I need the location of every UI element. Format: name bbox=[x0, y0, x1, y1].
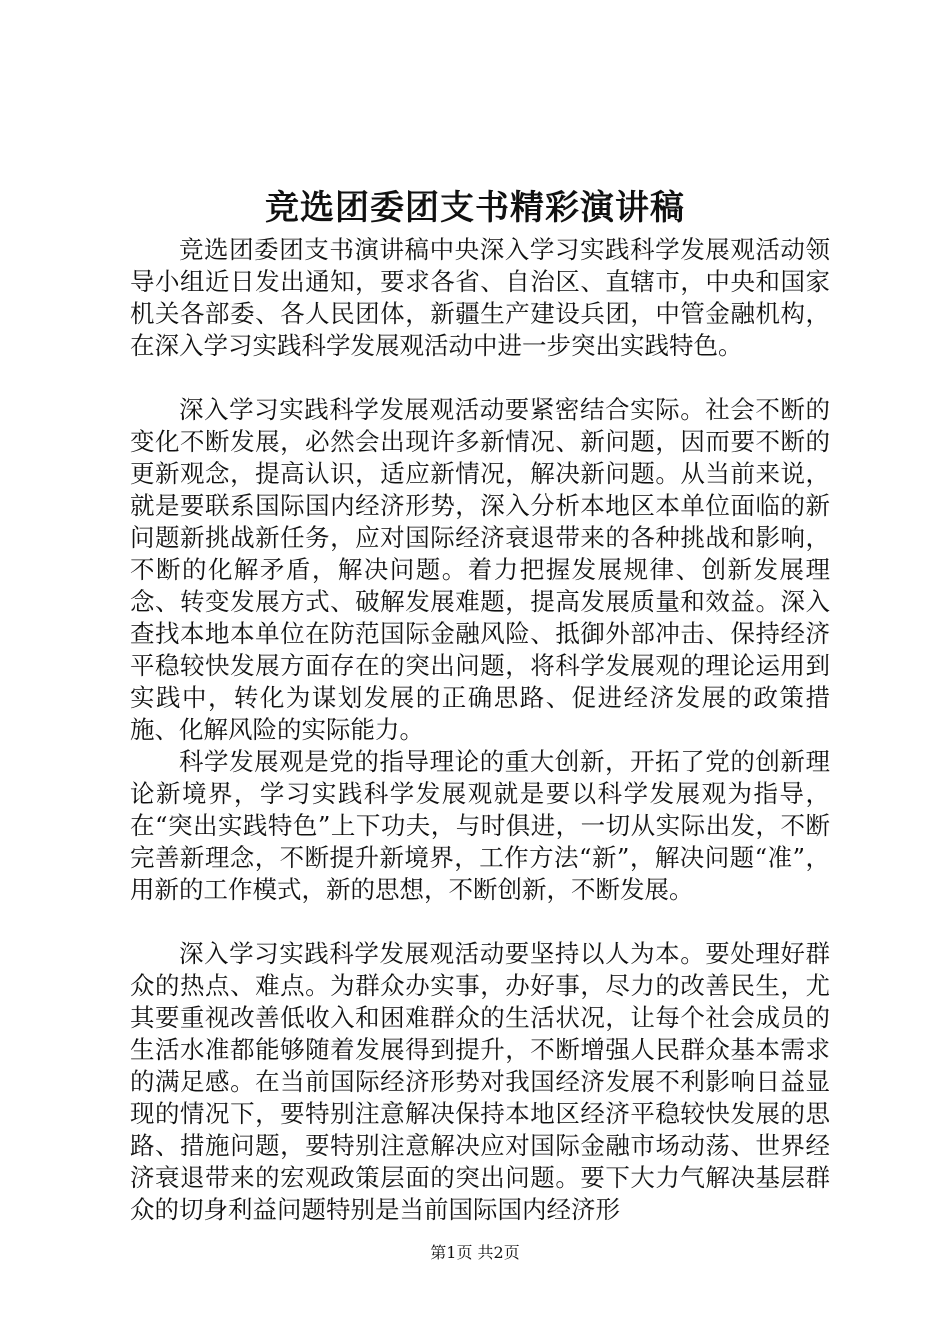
document-body bbox=[130, 234, 830, 1226]
paragraph-2: 深入学习实践科学发展观活动要紧密结合实际。社会不断的变化不断发展，必然会出现许多新情况、新问题，因而要不断的更新观念，提高认识，适应新情况，解决新问题。从当前来说，就是要联系国际国内经济形势，深入分析本地区本单位面临的新问题新挑战新任务，应对国际经济衰退带来的各种挑战和影响，不断的化解矛盾，解决问题。着力把握发展规律、创新发展理念、转变发展方式、破解发展难题，提高发展质量和效益。深入查找本地本单位在防范国际金融风险、抵御外部冲击、保持经济平稳较快发展方面存在的突出问题，将科学发展观的理论运用到实践中，转化为谋划发展的正确思路、促进经济发展的政策措施、化解风险的实际能力。 bbox=[130, 395, 830, 744]
document-title: 竞选团委团支书精彩演讲稿 bbox=[265, 188, 685, 228]
paragraph-1: 竞选团委团支书演讲稿中央深入学习实践科学发展观活动领导小组近日发出通知，要求各省、自治区、直辖市，中央和国家机关各部委、各人民团体，新疆生产建设兵团，中管金融机构，在深入学习实践科学发展观活动中进一步突出实践特色。 bbox=[130, 235, 830, 360]
paragraph-3: 科学发展观是党的指导理论的重大创新，开拓了党的创新理论新境界，学习实践科学发展观就是要以科学发展观为指导，在“突出实践特色”上下功夫，与时俱进，一切从实际出发，不断完善新理念，不断提升新境界，工作方法“新”，解决问题“准”，用新的工作模式，新的思想，不断创新，不断发展。 bbox=[130, 747, 830, 904]
page-number-footer: 第1页 共2页 bbox=[430, 1243, 520, 1262]
paragraph-4: 深入学习实践科学发展观活动要坚持以人为本。要处理好群众的热点、难点。为群众办实事，办好事，尽力的改善民生，尤其要重视改善低收入和困难群众的生活状况，让每个社会成员的生活水准都能够随着发展得到提升，不断增强人民群众基本需求的满足感。在当前国际经济形势对我国经济发展不利影响日益显现的情况下，要特别注意解决保持本地区经济平稳较快发展的思路、措施问题，要特别注意解决应对国际金融市场动荡、世界经济衰退带来的宏观政策层面的突出问题。要下大力气解决基层群众的切身利益问题特别是当前国际国内经济形 bbox=[130, 939, 830, 1224]
